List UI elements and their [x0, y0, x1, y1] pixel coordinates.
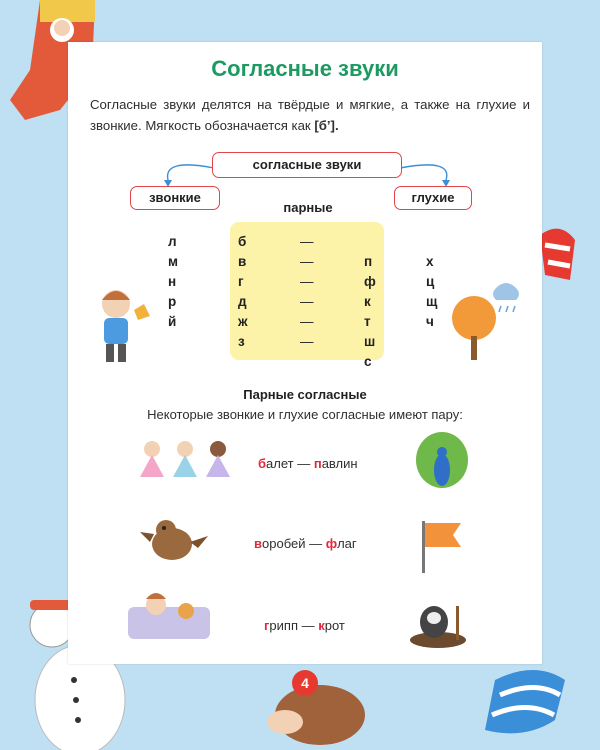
- dash: —: [300, 234, 314, 249]
- voiceless-box: глухие: [394, 186, 472, 210]
- intro-text: Согласные звуки делятся на твёрдые и мягкие, а также на глухие и звонкие. Мягкость обозначается как: [90, 97, 530, 133]
- letter: ф: [364, 274, 376, 289]
- peacock-illustration: [412, 430, 472, 500]
- sonorant-column: [168, 232, 178, 332]
- softness-mark: [б’].: [314, 118, 339, 133]
- letter: ц: [426, 274, 435, 289]
- voiceless-letter: п: [313, 456, 322, 471]
- dash: —: [300, 314, 314, 329]
- word-rest: авлин: [321, 456, 358, 471]
- ballerinas-illustration: [130, 437, 240, 507]
- voiced-letter: б: [258, 456, 267, 471]
- voiceless-letter: ф: [325, 536, 338, 551]
- letter: з: [238, 334, 245, 349]
- word-pair-2: [254, 536, 357, 551]
- hedgehog-illustration: [267, 685, 365, 745]
- page-number-badge: 4: [292, 670, 318, 696]
- word-pair-3: [264, 618, 345, 633]
- letter: р: [168, 294, 177, 309]
- letter: к: [364, 294, 371, 309]
- sparrow-illustration: [140, 512, 210, 572]
- scarf-illustration: [485, 670, 565, 733]
- word-rest: рот: [324, 618, 345, 633]
- voiceless-paired-column: [364, 252, 376, 372]
- autumn-tree-illustration: [446, 278, 526, 368]
- dash: —: [300, 274, 314, 289]
- letter: г: [238, 274, 244, 289]
- letter: щ: [426, 294, 438, 309]
- letter: в: [238, 254, 247, 269]
- sick-child-illustration: [124, 587, 214, 647]
- workbook-page: [68, 42, 542, 664]
- letter: ш: [364, 334, 376, 349]
- page-title: Согласные звуки: [211, 56, 399, 81]
- letter: ч: [426, 314, 434, 329]
- word-rest: алет: [266, 456, 294, 471]
- paired-consonants-title: Парные согласные: [243, 387, 367, 402]
- pair-separator: —: [298, 618, 319, 633]
- paired-consonants-subtitle: Некоторые звонкие и глухие согласные имеют пару:: [147, 407, 463, 422]
- word-rest: рипп: [269, 618, 298, 633]
- letter: п: [364, 254, 373, 269]
- letter: й: [168, 314, 177, 329]
- voiced-letter: в: [254, 536, 262, 551]
- dash: —: [300, 254, 314, 269]
- dash: —: [300, 334, 314, 349]
- unpaired-voiceless-column: [426, 252, 437, 332]
- dash-column: [300, 232, 314, 352]
- hat-illustration: [540, 229, 575, 280]
- letter: ж: [238, 314, 248, 329]
- voiced-box: звонкие: [130, 186, 220, 210]
- word-pair-1: [258, 456, 358, 471]
- word-rest: оробей: [262, 536, 306, 551]
- letter: д: [238, 294, 247, 309]
- letter: х: [426, 254, 434, 269]
- pair-separator: —: [305, 536, 326, 551]
- letter: н: [168, 274, 177, 289]
- letter: м: [168, 254, 178, 269]
- flag-illustration: [418, 517, 468, 577]
- pair-separator: —: [293, 456, 314, 471]
- letter: т: [364, 314, 371, 329]
- word-rest: лаг: [337, 536, 357, 551]
- letter: с: [364, 354, 372, 369]
- letter: б: [238, 234, 247, 249]
- voiceless-letter: к: [318, 618, 325, 633]
- voiced-letter: г: [264, 618, 270, 633]
- mole-illustration: [408, 592, 478, 652]
- letter: л: [168, 234, 177, 249]
- dash: —: [300, 294, 314, 309]
- consonants-root-box: согласные звуки: [212, 152, 402, 178]
- voiced-paired-column: [238, 232, 248, 352]
- paired-label: парные: [283, 200, 333, 215]
- boy-with-bell-illustration: [86, 286, 156, 366]
